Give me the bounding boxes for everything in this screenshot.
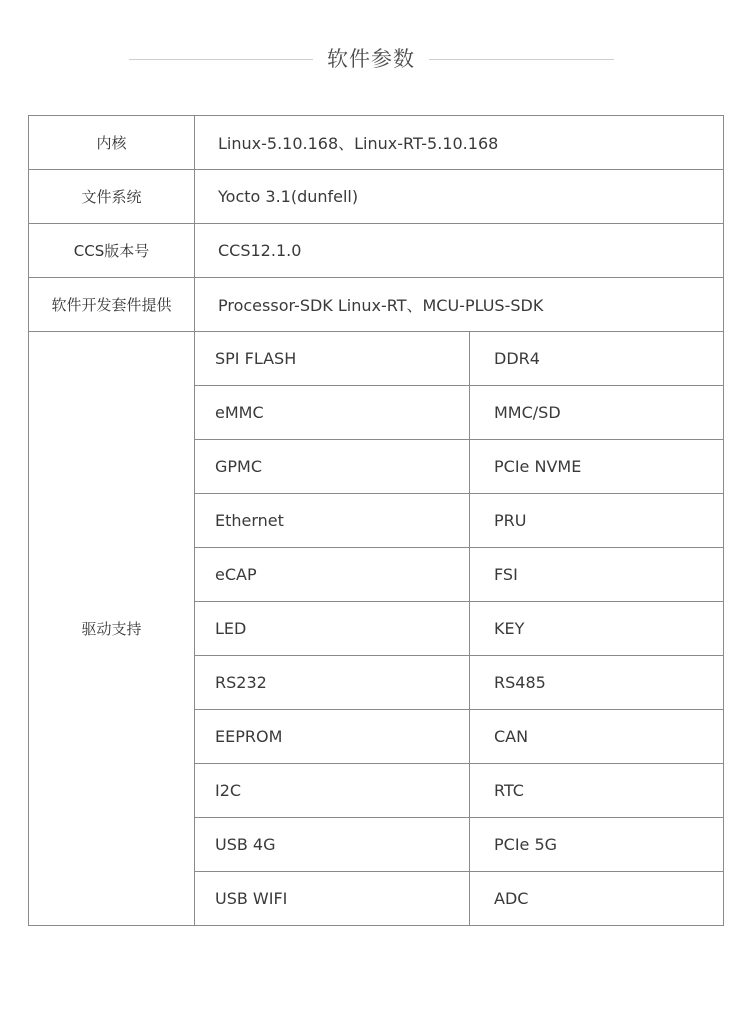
row-value: CCS12.1.0 bbox=[195, 224, 724, 278]
driver-cell: FSI bbox=[470, 548, 724, 602]
driver-cell: eMMC bbox=[195, 386, 470, 440]
software-spec-table bbox=[28, 115, 724, 926]
driver-cell: RTC bbox=[470, 764, 724, 818]
row-label: 内核 bbox=[29, 116, 195, 170]
row-value: Processor-SDK Linux-RT、MCU-PLUS-SDK bbox=[195, 278, 724, 332]
driver-cell: Ethernet bbox=[195, 494, 470, 548]
driver-cell: PCIe NVME bbox=[470, 440, 724, 494]
driver-cell: SPI FLASH bbox=[195, 332, 470, 386]
driver-cell: RS232 bbox=[195, 656, 470, 710]
row-label: 文件系统 bbox=[29, 170, 195, 224]
driver-cell: GPMC bbox=[195, 440, 470, 494]
driver-cell: ADC bbox=[470, 872, 724, 926]
driver-cell: CAN bbox=[470, 710, 724, 764]
driver-cell: RS485 bbox=[470, 656, 724, 710]
row-label: 软件开发套件提供 bbox=[29, 278, 195, 332]
row-label: CCS版本号 bbox=[29, 224, 195, 278]
table-row-sdk bbox=[29, 278, 724, 332]
section-header bbox=[0, 40, 750, 80]
driver-cell: USB 4G bbox=[195, 818, 470, 872]
driver-cell: PRU bbox=[470, 494, 724, 548]
table-row-kernel bbox=[29, 116, 724, 170]
driver-cell: I2C bbox=[195, 764, 470, 818]
table-row-driver bbox=[29, 332, 724, 386]
driver-cell: MMC/SD bbox=[470, 386, 724, 440]
driver-cell: LED bbox=[195, 602, 470, 656]
section-title: 软件参数 bbox=[327, 47, 415, 71]
row-value: Linux-5.10.168、Linux-RT-5.10.168 bbox=[195, 116, 724, 170]
driver-cell: PCIe 5G bbox=[470, 818, 724, 872]
table-row-ccs-version bbox=[29, 224, 724, 278]
header-divider-left bbox=[129, 59, 313, 60]
drivers-label: 驱动支持 bbox=[29, 332, 195, 926]
header-divider-right bbox=[429, 59, 614, 60]
driver-cell: EEPROM bbox=[195, 710, 470, 764]
driver-cell: KEY bbox=[470, 602, 724, 656]
driver-cell: eCAP bbox=[195, 548, 470, 602]
table-row-filesystem bbox=[29, 170, 724, 224]
row-value: Yocto 3.1(dunfell) bbox=[195, 170, 724, 224]
driver-cell: DDR4 bbox=[470, 332, 724, 386]
driver-cell: USB WIFI bbox=[195, 872, 470, 926]
